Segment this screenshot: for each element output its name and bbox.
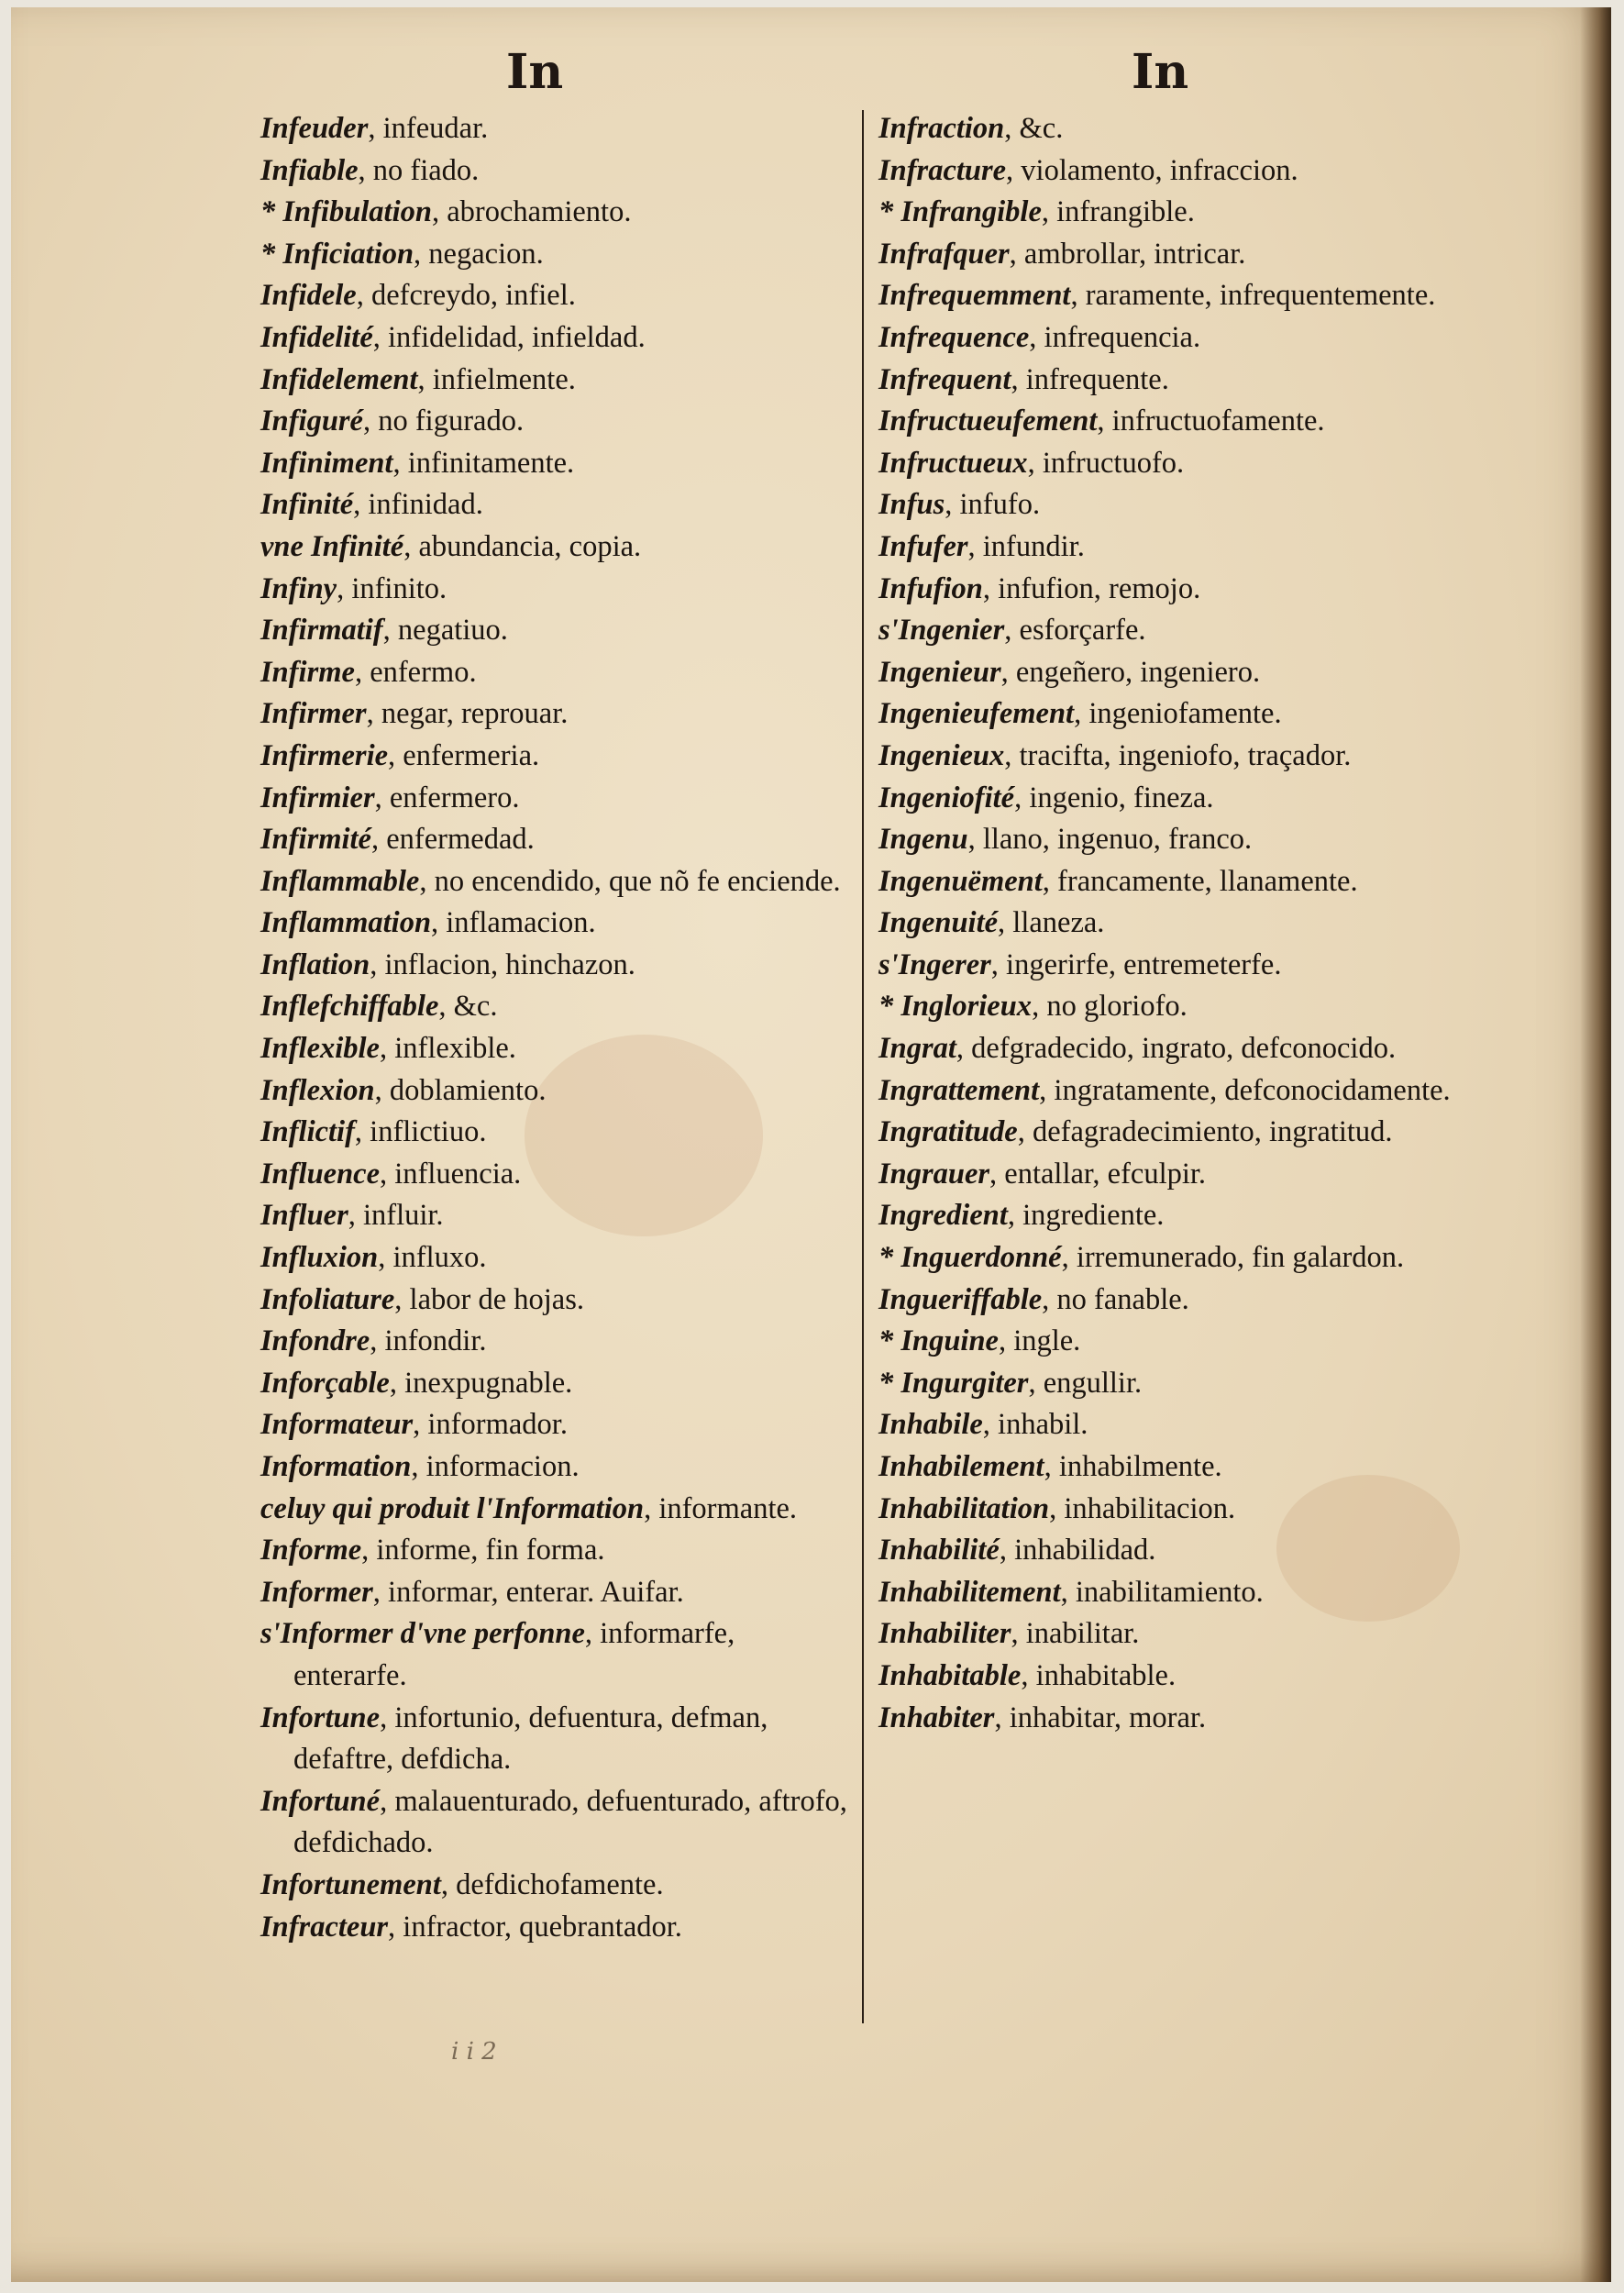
dictionary-entry xyxy=(878,652,1511,694)
entry-definition: , &c. xyxy=(438,990,498,1024)
entry-headword: Ingrauer xyxy=(878,1157,990,1191)
entry-headword: Infinité xyxy=(260,488,354,522)
entry-headword: Infirmatif xyxy=(260,614,383,648)
entry-headword: Influence xyxy=(260,1157,380,1191)
dictionary-entry xyxy=(260,275,855,317)
entry-definition: , llaneza. xyxy=(998,906,1105,940)
dictionary-entry xyxy=(260,610,855,652)
entry-headword: Infracture xyxy=(878,153,1007,187)
entry-definition: , inhabil. xyxy=(982,1408,1088,1442)
left-column xyxy=(260,108,855,1948)
entry-headword: Inflation xyxy=(260,947,370,981)
dictionary-entry xyxy=(878,1572,1511,1614)
entry-definition: , infortunio, defuentura, defman, defaftre, defdicha. xyxy=(293,1700,768,1777)
entry-definition: , labor de hojas. xyxy=(394,1282,584,1316)
dictionary-entry xyxy=(878,1112,1511,1154)
entry-definition: , defcreydo, infiel. xyxy=(356,279,576,313)
dictionary-entry xyxy=(260,986,855,1028)
entry-definition: , infeudar. xyxy=(368,112,489,145)
entry-headword: Infiguré xyxy=(260,404,363,438)
dictionary-entry xyxy=(260,903,855,945)
entry-definition: , infrequencia. xyxy=(1029,320,1201,354)
dictionary-entry xyxy=(878,360,1511,402)
entry-definition: , inabilitamiento. xyxy=(1060,1575,1264,1609)
entry-headword: Infructueux xyxy=(878,446,1028,480)
dictionary-entry xyxy=(878,778,1511,820)
entry-headword: * Inguine xyxy=(878,1324,999,1358)
entry-headword: Infufer xyxy=(878,529,968,563)
page-gutter-shadow xyxy=(1580,7,1611,2282)
dictionary-entry xyxy=(878,1530,1511,1572)
entry-definition: , negar, reprouar. xyxy=(366,697,569,731)
dictionary-entry xyxy=(260,1865,855,1907)
entry-headword: Infraction xyxy=(878,112,1005,145)
dictionary-entry xyxy=(260,1446,855,1489)
entry-definition: , doblamiento. xyxy=(374,1073,547,1107)
entry-definition: , ingenio, fineza. xyxy=(1014,781,1214,814)
entry-definition: , entallar, efculpir. xyxy=(989,1157,1207,1191)
entry-definition: , abrochamiento. xyxy=(431,195,632,229)
entry-headword: Ingenieux xyxy=(878,738,1005,772)
entry-definition: , engullir. xyxy=(1028,1366,1143,1400)
entry-headword: Infiny xyxy=(260,571,337,605)
dictionary-entry xyxy=(878,819,1511,861)
entry-definition: , enfermero. xyxy=(374,781,520,814)
entry-headword: Infrequence xyxy=(878,320,1030,354)
dictionary-entry xyxy=(260,526,855,569)
entry-headword: Influer xyxy=(260,1199,348,1233)
page-header-right: In xyxy=(1132,44,1189,100)
entry-headword: Inhabitable xyxy=(878,1658,1022,1692)
entry-headword: * Infibulation xyxy=(260,195,432,229)
entry-headword: Infus xyxy=(878,488,945,522)
entry-headword: Infondre xyxy=(260,1324,370,1358)
entry-definition: , informarfe, enterarfe. xyxy=(293,1617,735,1692)
entry-definition: , enfermo. xyxy=(354,655,477,689)
dictionary-entry xyxy=(260,234,855,276)
dictionary-entry xyxy=(260,1321,855,1363)
dictionary-entry xyxy=(878,526,1511,569)
dictionary-entry xyxy=(878,150,1511,193)
entry-definition: , no fanable. xyxy=(1042,1282,1189,1316)
dictionary-entry xyxy=(260,736,855,778)
entry-definition: , violamento, infraccion. xyxy=(1006,153,1298,187)
dictionary-entry xyxy=(260,945,855,987)
dictionary-entry xyxy=(878,903,1511,945)
dictionary-entry xyxy=(260,360,855,402)
book-page xyxy=(11,7,1611,2282)
entry-headword: Inhabilitement xyxy=(878,1575,1061,1609)
entry-definition: , infufo. xyxy=(945,488,1041,522)
entry-definition: , infidelidad, infieldad. xyxy=(372,320,646,354)
entry-headword: Infirmier xyxy=(260,781,375,814)
entry-headword: Informer xyxy=(260,1575,373,1609)
dictionary-entry xyxy=(878,986,1511,1028)
entry-definition: , infundir. xyxy=(967,529,1085,563)
entry-definition: , abundancia, copia. xyxy=(403,529,642,563)
entry-definition: , infielmente. xyxy=(417,362,576,396)
entry-definition: , inabilitar. xyxy=(1011,1617,1140,1651)
entry-definition: , inhabilitacion. xyxy=(1049,1491,1236,1525)
entry-headword: Ingenuëment xyxy=(878,864,1043,898)
entry-headword: Ingrat xyxy=(878,1032,956,1066)
entry-definition: , malauenturado, defuenturado, aftrofo, defdichado. xyxy=(293,1784,847,1860)
right-column xyxy=(878,108,1511,1739)
entry-definition: , infructuofo. xyxy=(1027,446,1185,480)
entry-definition: , ingrediente. xyxy=(1007,1199,1165,1233)
entry-headword: Infeuder xyxy=(260,112,369,145)
entry-headword: Ingratitude xyxy=(878,1115,1018,1149)
dictionary-entry xyxy=(878,1363,1511,1405)
dictionary-entry xyxy=(260,693,855,736)
entry-definition: , infrangible. xyxy=(1041,195,1195,229)
dictionary-entry xyxy=(260,150,855,193)
dictionary-entry xyxy=(878,317,1511,360)
entry-definition: , influxo. xyxy=(378,1241,487,1275)
dictionary-entry xyxy=(878,1321,1511,1363)
dictionary-entry xyxy=(260,1070,855,1113)
entry-headword: Inhabilement xyxy=(878,1450,1044,1483)
entry-headword: Inflammation xyxy=(260,906,432,940)
entry-headword: vne Infinité xyxy=(260,529,404,563)
entry-definition: , negatiuo. xyxy=(382,614,508,648)
dictionary-entry xyxy=(878,1070,1511,1113)
entry-headword: Inhabilitation xyxy=(878,1491,1050,1525)
entry-definition: , infinitamente. xyxy=(392,446,575,480)
entry-headword: Ingredient xyxy=(878,1199,1008,1233)
entry-definition: , no fiado. xyxy=(358,153,480,187)
entry-definition: , irremunerado, fin galardon. xyxy=(1061,1241,1405,1275)
entry-definition: , infructuofamente. xyxy=(1097,404,1325,438)
dictionary-entry xyxy=(260,1613,855,1697)
entry-headword: Inflexion xyxy=(260,1073,375,1107)
entry-definition: , informe, fin forma. xyxy=(361,1534,605,1567)
entry-headword: Infortune xyxy=(260,1700,381,1734)
dictionary-entry xyxy=(260,108,855,150)
entry-headword: Inflexible xyxy=(260,1032,380,1066)
entry-definition: , enfermeria. xyxy=(388,738,540,772)
dictionary-entry xyxy=(878,1489,1511,1531)
entry-definition: , ingeniofamente. xyxy=(1074,697,1282,731)
entry-definition: , inhabilmente. xyxy=(1044,1450,1222,1483)
dictionary-entry xyxy=(260,1530,855,1572)
dictionary-entry xyxy=(260,317,855,360)
dictionary-entry xyxy=(878,610,1511,652)
entry-headword: Ingueriffable xyxy=(878,1282,1043,1316)
entry-definition: , inhabitar, morar. xyxy=(994,1700,1207,1734)
entry-definition: , inflexible. xyxy=(379,1032,516,1066)
entry-definition: , infrequente. xyxy=(1011,362,1169,396)
entry-headword: Ingenieufement xyxy=(878,697,1075,731)
dictionary-entry xyxy=(878,401,1511,443)
entry-headword: Inhabiter xyxy=(878,1700,995,1734)
dictionary-entry xyxy=(878,1446,1511,1489)
entry-definition: , defagradecimiento, ingratitud. xyxy=(1017,1115,1393,1149)
dictionary-entry xyxy=(878,484,1511,526)
entry-definition: , inhabilidad. xyxy=(999,1534,1156,1567)
entry-headword: Informateur xyxy=(260,1408,414,1442)
entry-headword: Ingenieur xyxy=(878,655,1001,689)
entry-headword: s'Ingenier xyxy=(878,614,1005,648)
entry-definition: , ingratamente, defconocidamente. xyxy=(1039,1073,1451,1107)
dictionary-entry xyxy=(878,1195,1511,1237)
entry-headword: Infirme xyxy=(260,655,355,689)
page-header-left: In xyxy=(506,44,564,100)
entry-headword: Infidele xyxy=(260,279,357,313)
dictionary-entry xyxy=(260,1195,855,1237)
entry-headword: Inhabile xyxy=(878,1408,983,1442)
entry-headword: Inflefchiffable xyxy=(260,990,439,1024)
entry-definition: , no encendido, que nõ fe enciende. xyxy=(419,864,841,898)
entry-definition: , inhabitable. xyxy=(1021,1658,1177,1692)
entry-definition: , negacion. xyxy=(414,237,544,271)
dictionary-entry xyxy=(260,192,855,234)
dictionary-entry xyxy=(260,1907,855,1949)
entry-definition: , ingerirfe, entremeterfe. xyxy=(990,947,1282,981)
dictionary-entry xyxy=(878,1613,1511,1656)
entry-definition: , no gloriofo. xyxy=(1032,990,1188,1024)
dictionary-entry xyxy=(260,443,855,485)
dictionary-entry xyxy=(878,234,1511,276)
dictionary-entry xyxy=(878,693,1511,736)
entry-definition: , francamente, llanamente. xyxy=(1042,864,1358,898)
dictionary-entry xyxy=(878,1028,1511,1070)
entry-definition: , raramente, infrequentemente. xyxy=(1070,279,1436,313)
column-divider xyxy=(862,110,864,2023)
entry-headword: Inflammable xyxy=(260,864,420,898)
entry-headword: Infiable xyxy=(260,153,359,187)
entry-headword: Ingeniofité xyxy=(878,781,1015,814)
dictionary-entry xyxy=(878,1279,1511,1322)
entry-headword: Influxion xyxy=(260,1241,379,1275)
entry-definition: , tracifta, ingeniofo, traçador. xyxy=(1004,738,1352,772)
entry-headword: Inhabilité xyxy=(878,1534,1000,1567)
entry-headword: Ingrattement xyxy=(878,1073,1040,1107)
dictionary-entry xyxy=(878,1237,1511,1279)
entry-headword: * Ingurgiter xyxy=(878,1366,1029,1400)
entry-definition: , inflacion, hinchazon. xyxy=(370,947,635,981)
entry-definition: , influencia. xyxy=(380,1157,522,1191)
dictionary-entry xyxy=(260,1237,855,1279)
dictionary-entry xyxy=(878,1154,1511,1196)
entry-headword: Informe xyxy=(260,1534,362,1567)
dictionary-entry xyxy=(260,1363,855,1405)
dictionary-entry xyxy=(878,861,1511,903)
dictionary-entry xyxy=(878,1698,1511,1740)
entry-headword: Information xyxy=(260,1450,412,1483)
dictionary-entry xyxy=(878,275,1511,317)
dictionary-entry xyxy=(260,861,855,903)
dictionary-entry xyxy=(260,1404,855,1446)
dictionary-entry xyxy=(260,1781,855,1865)
entry-headword: Infoliature xyxy=(260,1282,395,1316)
entry-definition: , defgradecido, ingrato, defconocido. xyxy=(956,1032,1397,1066)
dictionary-entry xyxy=(260,1279,855,1322)
entry-definition: , infufion, remojo. xyxy=(982,571,1201,605)
entry-headword: Infrequemment xyxy=(878,279,1071,313)
dictionary-entry xyxy=(260,484,855,526)
entry-headword: * Inguerdonné xyxy=(878,1241,1062,1275)
entry-headword: Inflictif xyxy=(260,1115,355,1149)
entry-headword: Infracteur xyxy=(260,1910,389,1944)
entry-headword: celuy qui produit l'Information xyxy=(260,1491,645,1525)
entry-definition: , engeñero, ingeniero. xyxy=(1000,655,1261,689)
entry-definition: , infinidad. xyxy=(353,488,483,522)
entry-definition: , informante. xyxy=(644,1491,798,1525)
dictionary-entry xyxy=(260,1698,855,1781)
entry-headword: Infiniment xyxy=(260,446,393,480)
dictionary-entry xyxy=(878,569,1511,611)
dictionary-entry xyxy=(260,1572,855,1614)
dictionary-entry xyxy=(260,652,855,694)
entry-definition: , inflamacion. xyxy=(431,906,596,940)
entry-headword: Inhabiliter xyxy=(878,1617,1011,1651)
dictionary-entry xyxy=(878,1404,1511,1446)
dictionary-entry xyxy=(260,1154,855,1196)
dictionary-entry xyxy=(260,401,855,443)
dictionary-entry xyxy=(260,819,855,861)
entry-headword: Infirmerie xyxy=(260,738,389,772)
dictionary-entry xyxy=(260,1489,855,1531)
entry-headword: Infrequent xyxy=(878,362,1011,396)
entry-headword: * Inglorieux xyxy=(878,990,1033,1024)
entry-definition: , ingle. xyxy=(998,1324,1081,1358)
entry-definition: , defdichofamente. xyxy=(440,1867,664,1901)
entry-definition: , inflictiuo. xyxy=(354,1115,487,1149)
dictionary-entry xyxy=(878,1656,1511,1698)
dictionary-entry xyxy=(878,736,1511,778)
entry-headword: s'Ingerer xyxy=(878,947,991,981)
entry-headword: Inforçable xyxy=(260,1366,390,1400)
entry-headword: Ingenuité xyxy=(878,906,999,940)
entry-definition: , informar, enterar. Auifar. xyxy=(372,1575,684,1609)
entry-headword: Infructueufement xyxy=(878,404,1098,438)
dictionary-entry xyxy=(878,192,1511,234)
dictionary-entry xyxy=(878,945,1511,987)
entry-definition: , ambrollar, intricar. xyxy=(1009,237,1246,271)
dictionary-entry xyxy=(260,1028,855,1070)
entry-definition: , influir. xyxy=(348,1199,444,1233)
entry-headword: Infirmité xyxy=(260,823,371,857)
entry-headword: Infirmer xyxy=(260,697,367,731)
entry-definition: , inexpugnable. xyxy=(389,1366,573,1400)
entry-headword: * Infrangible xyxy=(878,195,1042,229)
entry-headword: Infrafquer xyxy=(878,237,1010,271)
entry-definition: , &c. xyxy=(1004,112,1064,145)
dictionary-entry xyxy=(260,569,855,611)
entry-definition: , esforçarfe. xyxy=(1004,614,1146,648)
entry-headword: Infidelement xyxy=(260,362,418,396)
entry-headword: * Inficiation xyxy=(260,237,414,271)
entry-definition: , infinito. xyxy=(337,571,447,605)
entry-headword: s'Informer d'vne perfonne xyxy=(260,1617,585,1651)
entry-definition: , no figurado. xyxy=(362,404,525,438)
dictionary-entry xyxy=(260,1112,855,1154)
entry-headword: Infortuné xyxy=(260,1784,381,1818)
entry-definition: , enfermedad. xyxy=(371,823,535,857)
entry-definition: , informacion. xyxy=(411,1450,580,1483)
dictionary-entry xyxy=(260,778,855,820)
entry-headword: Infortunement xyxy=(260,1867,441,1901)
entry-definition: , llano, ingenuo, franco. xyxy=(967,823,1253,857)
entry-definition: , infractor, quebrantador. xyxy=(388,1910,682,1944)
dictionary-entry xyxy=(878,443,1511,485)
entry-headword: Infidelité xyxy=(260,320,373,354)
entry-headword: Infufion xyxy=(878,571,983,605)
entry-definition: , infondir. xyxy=(370,1324,487,1358)
signature-mark: i i 2 xyxy=(451,2038,497,2066)
entry-headword: Ingenu xyxy=(878,823,968,857)
entry-definition: , informador. xyxy=(413,1408,568,1442)
dictionary-entry xyxy=(878,108,1511,150)
